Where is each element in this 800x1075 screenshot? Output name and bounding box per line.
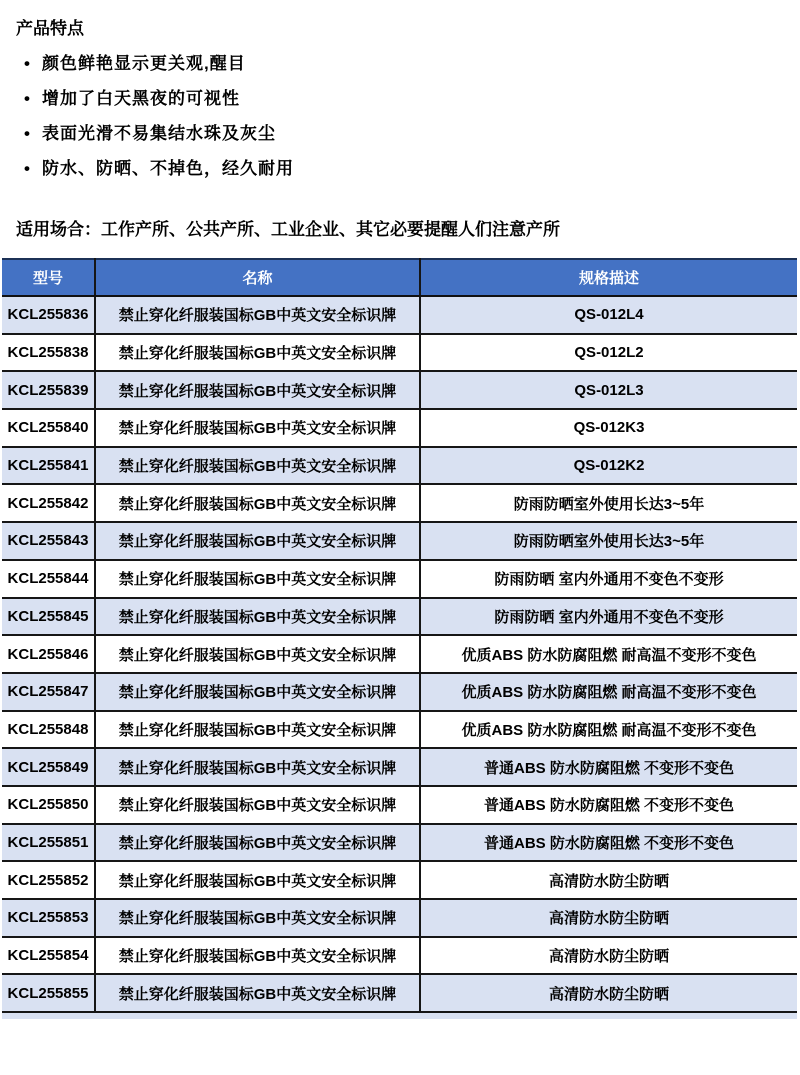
feature-text: 颜色鲜艳显示更关观,醒目 [42,54,246,73]
cell-model: KCL255842 [2,484,95,522]
bullet-icon: • [24,124,31,143]
table-row [2,484,797,522]
partial-row-strip [2,1013,797,1019]
usage-line: 适用场合：工作产所、公共产所、工业企业、其它必要提醒人们注意产所 [16,220,560,239]
page-title: 产品特点 [16,19,84,38]
feature-text: 表面光滑不易集结水珠及灰尘 [42,124,276,143]
table-row [2,824,797,862]
table-row [2,371,797,409]
cell-spec: 优质ABS 防水防腐阻燃 耐高温不变形不变色 [420,711,797,749]
table-row [2,560,797,598]
table-row [2,635,797,673]
cell-name: 禁止穿化纤服装国标GB中英文安全标识牌 [95,296,420,334]
table-row [2,861,797,899]
cell-spec: 高清防水防尘防晒 [420,861,797,899]
cell-spec: 优质ABS 防水防腐阻燃 耐高温不变形不变色 [420,673,797,711]
column-header-model: 型号 [2,259,95,296]
table-row [2,522,797,560]
cell-name: 禁止穿化纤服装国标GB中英文安全标识牌 [95,786,420,824]
cell-model: KCL255849 [2,748,95,786]
cell-model: KCL255840 [2,409,95,447]
cell-spec: 防雨防晒 室内外通用不变色不变形 [420,560,797,598]
cell-model: KCL255836 [2,296,95,334]
cell-name: 禁止穿化纤服装国标GB中英文安全标识牌 [95,974,420,1012]
cell-name: 禁止穿化纤服装国标GB中英文安全标识牌 [95,484,420,522]
cell-model: KCL255850 [2,786,95,824]
table-row [2,409,797,447]
cell-model: KCL255845 [2,598,95,636]
cell-name: 禁止穿化纤服装国标GB中英文安全标识牌 [95,861,420,899]
table-row [2,974,797,1012]
cell-name: 禁止穿化纤服装国标GB中英文安全标识牌 [95,673,420,711]
spec-table [2,258,797,1013]
cell-model: KCL255843 [2,522,95,560]
cell-spec: 高清防水防尘防晒 [420,937,797,975]
cell-model: KCL255854 [2,937,95,975]
table-row [2,937,797,975]
bullet-icon: • [24,89,31,108]
cell-spec: 优质ABS 防水防腐阻燃 耐高温不变形不变色 [420,635,797,673]
cell-name: 禁止穿化纤服装国标GB中英文安全标识牌 [95,711,420,749]
bullet-icon: • [24,54,31,73]
cell-model: KCL255846 [2,635,95,673]
cell-model: KCL255839 [2,371,95,409]
cell-name: 禁止穿化纤服装国标GB中英文安全标识牌 [95,522,420,560]
features-list [24,53,800,179]
cell-name: 禁止穿化纤服装国标GB中英文安全标识牌 [95,899,420,937]
cell-spec: 高清防水防尘防晒 [420,974,797,1012]
cell-spec: 普通ABS 防水防腐阻燃 不变形不变色 [420,786,797,824]
cell-name: 禁止穿化纤服装国标GB中英文安全标识牌 [95,409,420,447]
table-row [2,334,797,372]
table-row [2,598,797,636]
cell-model: KCL255852 [2,861,95,899]
cell-model: KCL255838 [2,334,95,372]
cell-spec: 防雨防晒室外使用长达3~5年 [420,484,797,522]
column-header-name: 名称 [95,259,420,296]
bullet-icon: • [24,159,31,178]
table-row [2,447,797,485]
cell-spec: QS-012K2 [420,447,797,485]
cell-model: KCL255853 [2,899,95,937]
cell-spec: QS-012K3 [420,409,797,447]
list-item [24,158,800,179]
column-header-spec: 规格描述 [420,259,797,296]
cell-model: KCL255841 [2,447,95,485]
cell-spec: 普通ABS 防水防腐阻燃 不变形不变色 [420,748,797,786]
cell-name: 禁止穿化纤服装国标GB中英文安全标识牌 [95,598,420,636]
table-row [2,296,797,334]
cell-spec: QS-012L2 [420,334,797,372]
cell-name: 禁止穿化纤服装国标GB中英文安全标识牌 [95,447,420,485]
cell-name: 禁止穿化纤服装国标GB中英文安全标识牌 [95,635,420,673]
cell-name: 禁止穿化纤服装国标GB中英文安全标识牌 [95,824,420,862]
table-row [2,748,797,786]
table-row [2,786,797,824]
cell-spec: 普通ABS 防水防腐阻燃 不变形不变色 [420,824,797,862]
cell-model: KCL255844 [2,560,95,598]
cell-model: KCL255851 [2,824,95,862]
cell-name: 禁止穿化纤服装国标GB中英文安全标识牌 [95,371,420,409]
cell-spec: 高清防水防尘防晒 [420,899,797,937]
cell-spec: 防雨防晒室外使用长达3~5年 [420,522,797,560]
list-item [24,88,800,109]
table-row [2,673,797,711]
table-header-row [2,259,797,296]
cell-model: KCL255855 [2,974,95,1012]
cell-model: KCL255848 [2,711,95,749]
cell-name: 禁止穿化纤服装国标GB中英文安全标识牌 [95,334,420,372]
list-item [24,53,800,74]
feature-text: 防水、防晒、不掉色，经久耐用 [42,159,294,178]
cell-spec: QS-012L3 [420,371,797,409]
spec-table-body [2,296,797,1012]
feature-text: 增加了白天黑夜的可视性 [42,89,240,108]
cell-name: 禁止穿化纤服装国标GB中英文安全标识牌 [95,937,420,975]
table-row [2,711,797,749]
cell-name: 禁止穿化纤服装国标GB中英文安全标识牌 [95,560,420,598]
table-row [2,899,797,937]
list-item [24,123,800,144]
cell-spec: 防雨防晒 室内外通用不变色不变形 [420,598,797,636]
cell-name: 禁止穿化纤服装国标GB中英文安全标识牌 [95,748,420,786]
cell-model: KCL255847 [2,673,95,711]
cell-spec: QS-012L4 [420,296,797,334]
